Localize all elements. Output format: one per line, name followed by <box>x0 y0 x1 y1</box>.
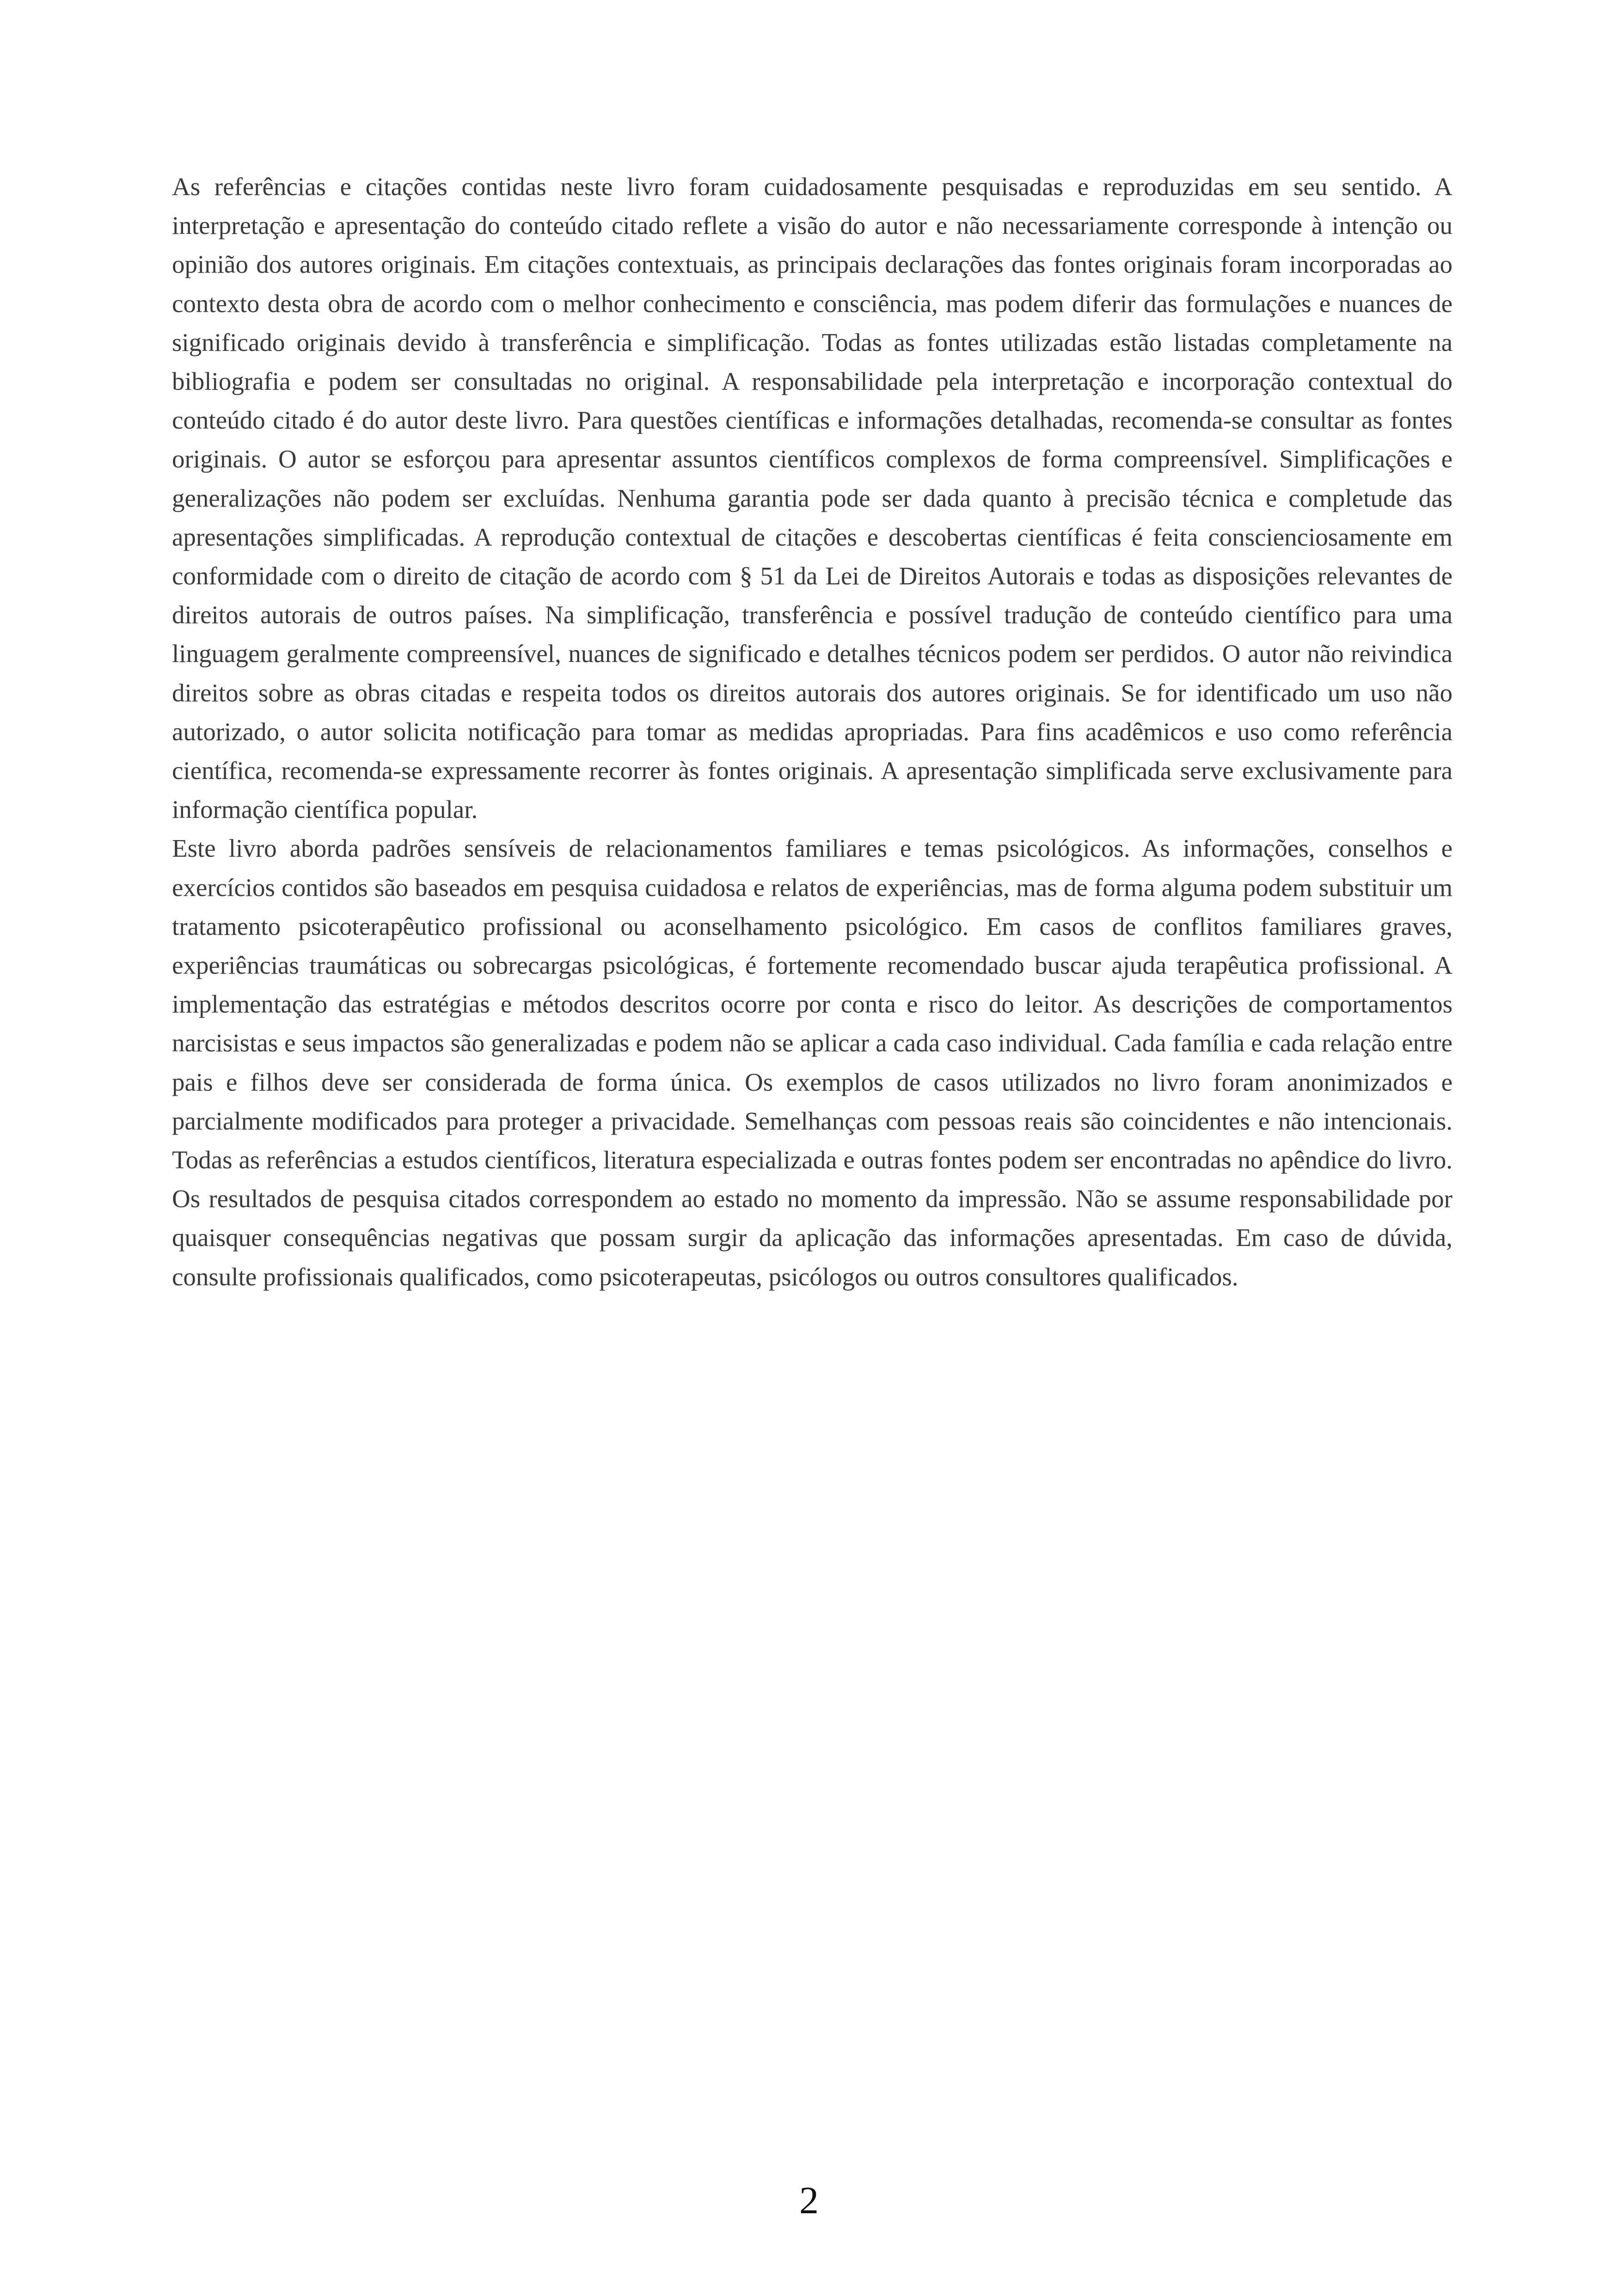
disclaimer-text <box>172 167 1453 1296</box>
page-number: 2 <box>799 2179 819 2222</box>
paragraph-psychological-disclaimer: Este livro aborda padrões sensíveis de relacionamentos familiares e temas psicológicos. As informações, conselhos e exercícios contidos são baseados em pesquisa cuidadosa e relatos de experiências, mas de forma alguma podem substituir um tratamento psicoterapêutico profissional ou aconselhamento psicológico. Em casos de conflitos familiares graves, experiências traumáticas ou sobrecargas psicológicas, é fortemente recomendado buscar ajuda terapêutica profissional. A implementação das estratégias e métodos descritos ocorre por conta e risco do leitor. As descrições de comportamentos narcisistas e seus impactos são generalizadas e podem não se aplicar a cada caso individual. Cada família e cada relação entre pais e filhos deve ser considerada de forma única. Os exemplos de casos utilizados no livro foram anonimizados e parcialmente modificados para proteger a privacidade. Semelhanças com pessoas reais são coincidentes e não intencionais. Todas as referências a estudos científicos, literatura especializada e outras fontes podem ser encontradas no apêndice do livro. Os resultados de pesquisa citados correspondem ao estado no momento da impressão. Não se assume responsabilidade por quaisquer consequências negativas que possam surgir da aplicação das informações apresentadas. Em caso de dúvida, consulte profissionais qualificados, como psicoterapeutas, psicólogos ou outros consultores qualificados. <box>172 834 1453 1291</box>
paragraph-references-disclaimer: As referências e citações contidas neste livro foram cuidadosamente pesquisadas e reproduzidas em seu sentido. A interpretação e apresentação do conteúdo citado reflete a visão do autor e não necessariamente corresponde à intenção ou opinião dos autores originais. Em citações contextuais, as principais declarações das fontes originais foram incorporadas ao contexto desta obra de acordo com o melhor conhecimento e consciência, mas podem diferir das formulações e nuances de significado originais devido à transferência e simplificação. Todas as fontes utilizadas estão listadas completamente na bibliografia e podem ser consultadas no original. A responsabilidade pela interpretação e incorporação contextual do conteúdo citado é do autor deste livro. Para questões científicas e informações detalhadas, recomenda-se consultar as fontes originais. O autor se esforçou para apresentar assuntos científicos complexos de forma compreensível. Simplificações e generalizações não podem ser excluídas. Nenhuma garantia pode ser dada quanto à precisão técnica e completude das apresentações simplificadas. A reprodução contextual de citações e descobertas científicas é feita conscienciosamente em conformidade com o direito de citação de acordo com § 51 da Lei de Direitos Autorais e todas as disposições relevantes de direitos autorais de outros países. Na simplificação, transferência e possível tradução de conteúdo científico para uma linguagem geralmente compreensível, nuances de significado e detalhes técnicos podem ser perdidos. O autor não reivindica direitos sobre as obras citadas e respeita todos os direitos autorais dos autores originais. Se for identificado um uso não autorizado, o autor solicita notificação para tomar as medidas apropriadas. Para fins acadêmicos e uso como referência científica, recomenda-se expressamente recorrer às fontes originais. A apresentação simplificada serve exclusivamente para informação científica popular. <box>172 172 1453 824</box>
